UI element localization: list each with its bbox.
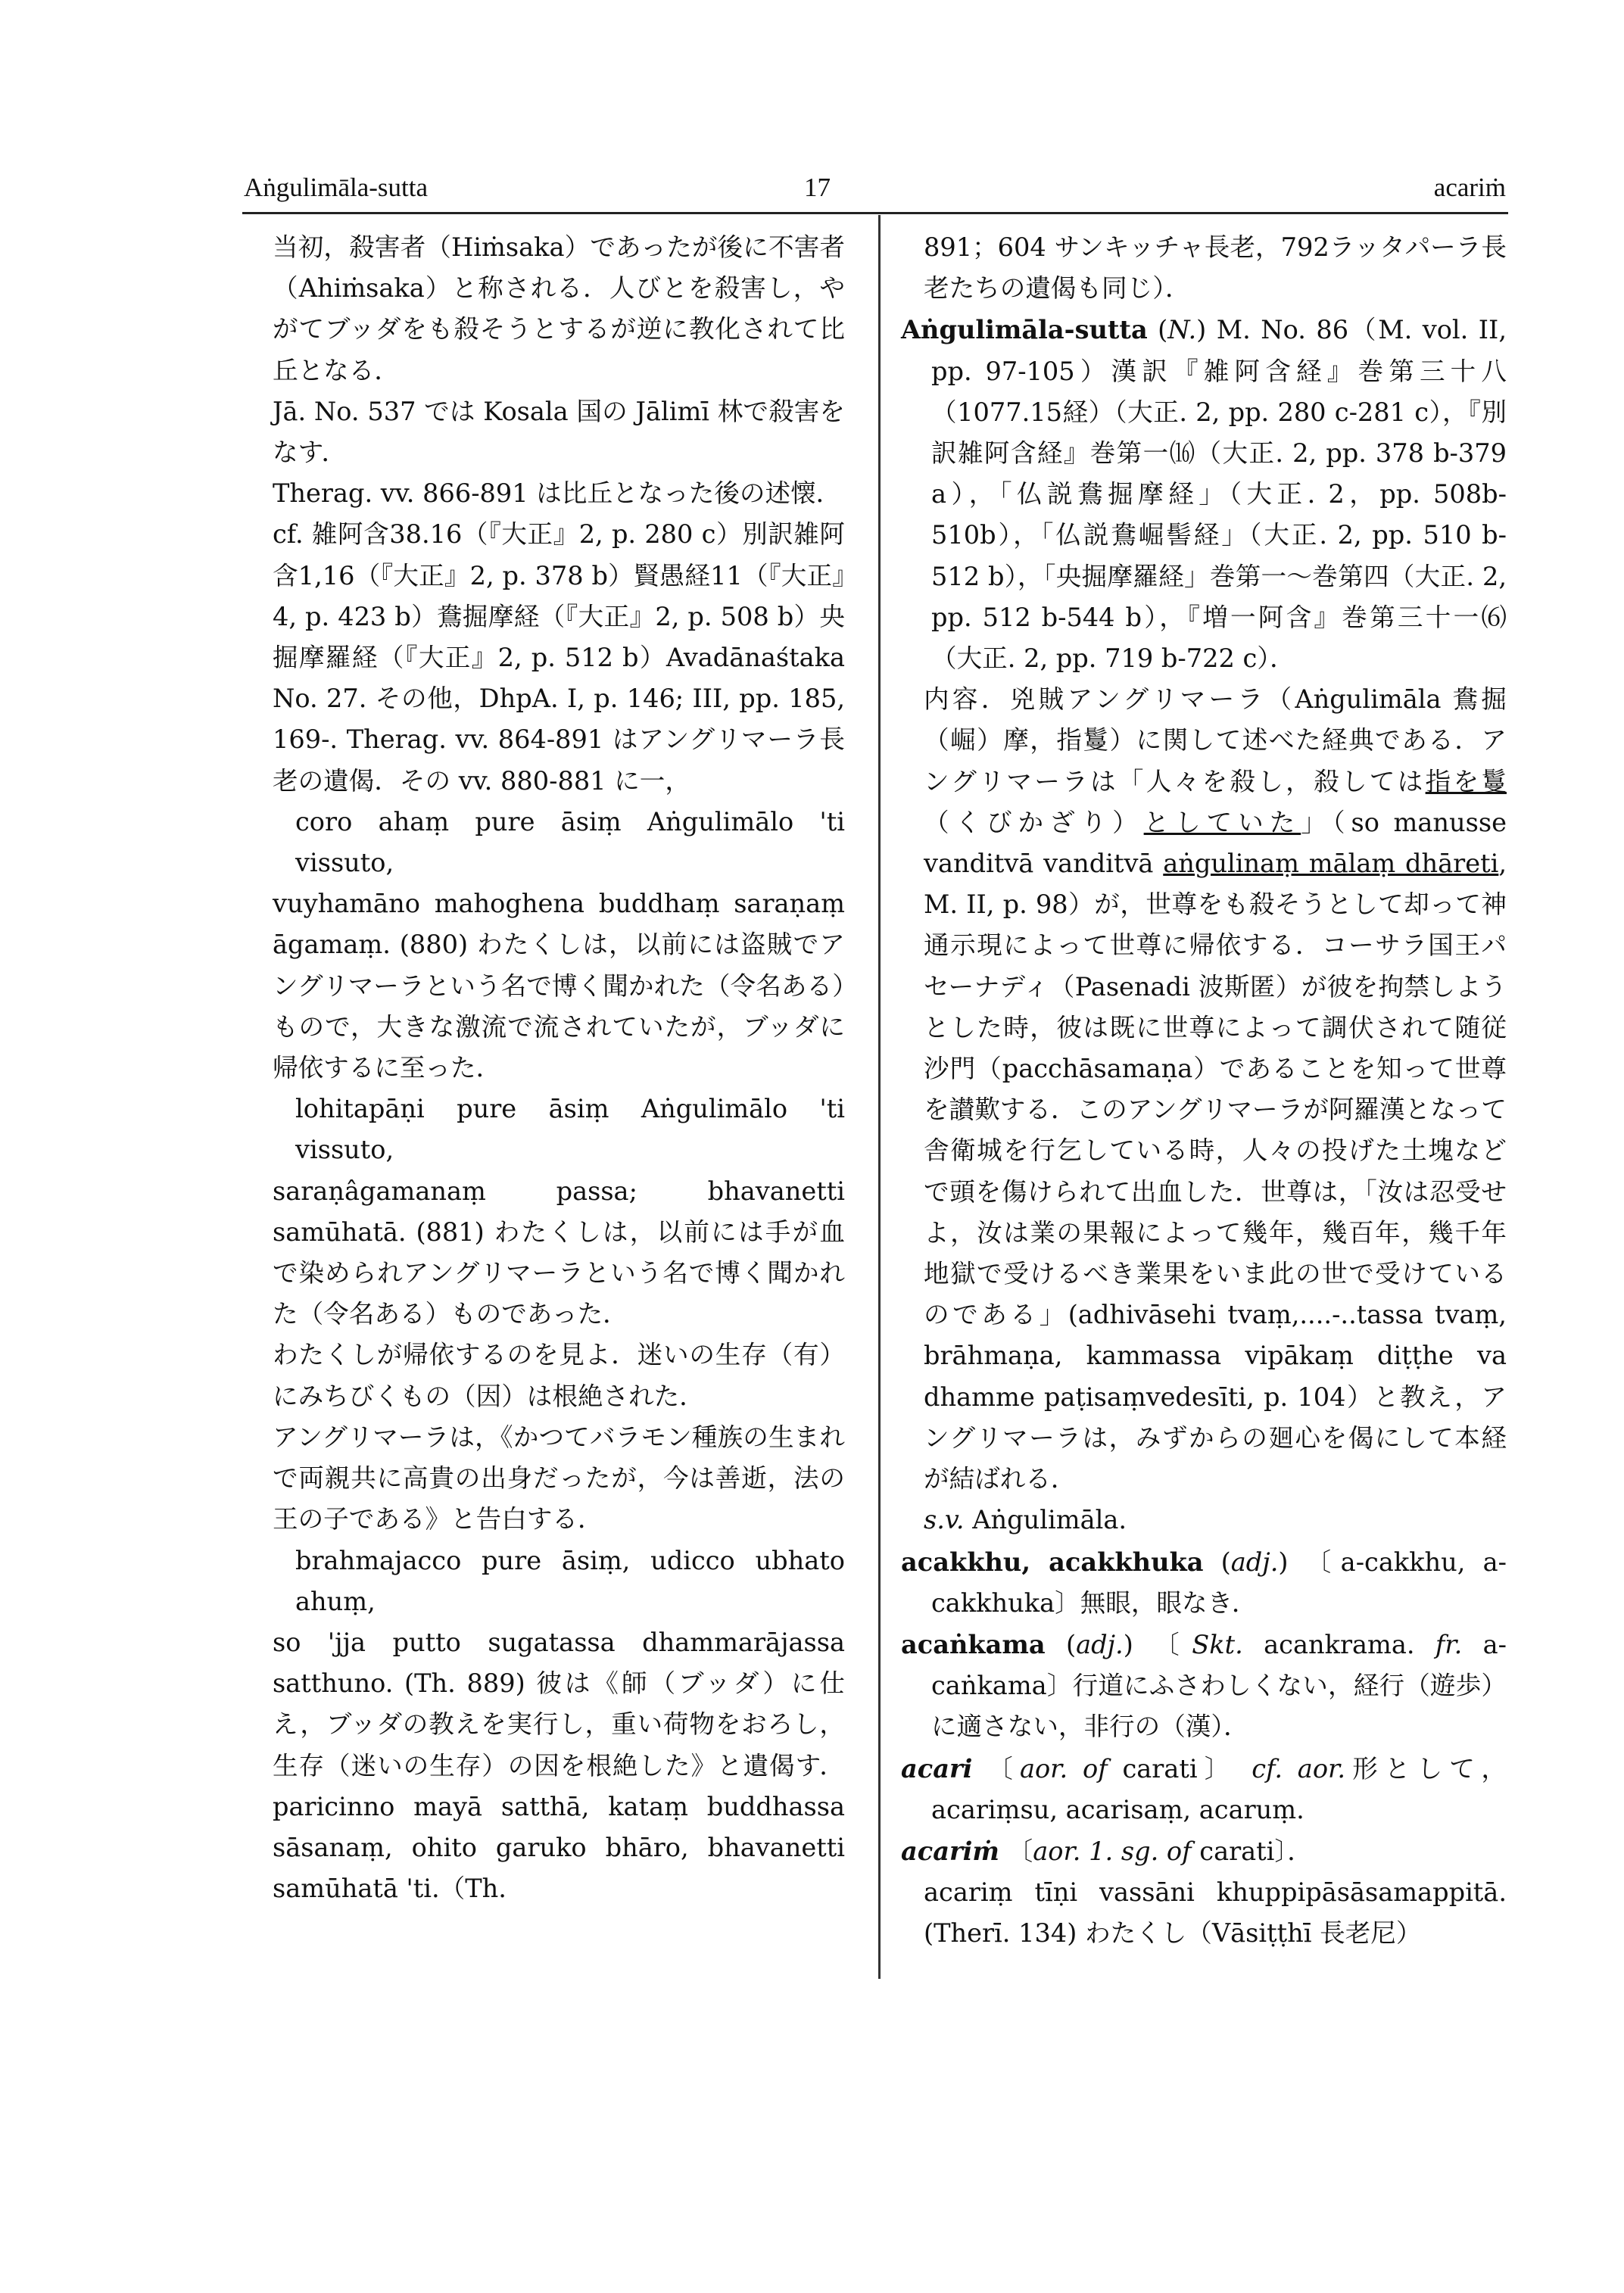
see-also [901, 1500, 1507, 1541]
content-text: , M. II, p. 98）が，世尊をも殺そうとして却って神通示現によって世尊に帰依する．コーサラ国王パセーナディ（Pasenadi 波斯匿）が彼を拘禁しようとした時，彼は既に世尊によって調伏されて随従沙門（pacchāsamaṇa）であることを知って世尊を讃歎する．このアングリマーラが阿羅漢となって舎衛城を行乞している時，人々の投げた土塊などで頭を傷けられて出血した．世尊は，「汝は忍受せよ，汝は業の果報によって幾年，幾百年，幾千年地獄で受けるべき業果をいま此の世で受けているのである」(adhivāsehi tvaṃ,....-..tassa tvaṃ, brāhmaṇa, kammassa vipākaṃ diṭṭhe va dhamme paṭisaṃvedesīti, p. 104）と教え，アングリマーラは，みずからの廻心を偈にして本経が結ばれる． [924, 849, 1507, 1494]
skt-word: acankrama. [1264, 1629, 1415, 1659]
paragraph: Therag. vv. 866-891 は比丘となった後の述懐． [273, 478, 842, 509]
entry-body: acariṃ tīṇi vassāni khuppipāsāsamappitā. (Therī. 134) わたくし（Vāsiṭṭhī 長老尼） [924, 1877, 1507, 1949]
headword: Aṅgulimāla-sutta [901, 314, 1148, 345]
paragraph: 当初，殺害者（Hiṁsaka）であったが後に不害者（Ahiṁsaka）と称される．人びとを殺害し，やがてブッダをも殺そうとするが逆に教化されて比丘となる． [273, 232, 845, 385]
entry-body: a-caṅkama〕行道にふさわしくない，経行（遊歩）に適さない，非行の（漢）． [931, 1629, 1507, 1742]
right-column [901, 227, 1507, 1955]
column-divider [878, 215, 881, 1979]
pali-verse: coro ahaṃ pure āsiṃ Aṅgulimālo 'ti vissuto, [295, 806, 845, 878]
entry-body: 〔a-cakkhu, a-cakkhuka〕無眼，眼なき． [931, 1547, 1507, 1618]
entry-angulimala-sutta: Aṅgulimāla-sutta (N.) M. No. 86（M. vol. II, pp. 97-105）漢訳『雑阿含経』巻第三十八（1077.15経）（大正. 2, pp. 280 c-281 c），『別訳雑阿含経』巻第一⒃（大正. 2, pp. 378 b-379 a），「仏説鴦掘摩経」（大正. 2，pp. 508b-510b），「仏説鴦崛髻経」（大正. 2, pp. 510 b-512 b），「央掘摩羅経」巻第一～巻第四（大正. 2, pp. 512 b-544 b），『増一阿含』巻第三十一⑹（大正. 2, pp. 719 b-722 c）． [901, 314, 1507, 674]
header-right-entry: acariṁ [1433, 173, 1506, 202]
grammar-note: aor. 1. sg. of [1033, 1836, 1192, 1866]
content-text: （くびかざり） [924, 807, 1144, 837]
entry-acankama: acaṅkama (adj.) 〔Skt. acankrama. fr. a-caṅkama〕行道にふさわしくない，経行（遊歩）に適さない，非行の（漢）． [901, 1628, 1507, 1742]
entry-acakkhu: acakkhu, acakkhuka (adj.) 〔a-cakkhu, a-cakkhuka〕無眼，眼なき． [901, 1546, 1507, 1618]
paragraph: so 'jja putto sugatassa dhammarājassa satthuno. (Th. 889) 彼は《師（ブッダ）に仕え，ブッダの教えを実行し，重い荷物をおろし，生存（迷いの生存）の因を根絶した》と遺偈す．paricinno mayā satthā, kataṃ buddhassa sāsanaṃ, ohito garuko bhāro, bhavanetti samūhatā 'ti.（Th. [273, 1627, 845, 1904]
paragraph: アングリマーラは，《かつてバラモン種族の生まれで両親共に高貴の出身だったが，今は善逝，法の王の子である》と告白する． [273, 1422, 845, 1534]
page-number: 17 [804, 173, 831, 202]
grammar-abbr: N. [1167, 315, 1197, 345]
content-text: 」（so manusse vanditvā vanditvā [924, 807, 1507, 879]
sv-label: s.v. [924, 1505, 965, 1535]
headword: acari [901, 1752, 973, 1784]
grammar-abbr: adj. [1076, 1629, 1124, 1659]
pali-verse: lohitapāṇi pure āsiṃ Aṅgulimālo 'ti vissuto, [295, 1094, 845, 1165]
headword: acakkhu, acakkhuka [901, 1546, 1204, 1577]
paragraph: Jā. No. 537 では Kosala 国の Jālimī 林で殺害をなす． [273, 396, 845, 468]
underlined-text: としていた [1143, 807, 1301, 837]
paragraph: saraṇâgamanaṃ passa; bhavanetti samūhatā. (881) わたくしは，以前には手が血で染められアングリマーラという名で博く聞かれた（令名ある）ものであった． [273, 1176, 845, 1329]
pali-verse: brahmajacco pure āsiṃ, udicco ubhato ahuṃ, [295, 1545, 845, 1616]
entry-body: M. No. 86（M. vol. II, pp. 97-105）漢訳『雑阿含経』巻第三十八（1077.15経）（大正. 2, pp. 280 c-281 c），『別訳雑阿含経』巻第一⒃（大正. 2, pp. 378 b-379 a），「仏説鴦掘摩経」（大正. 2，pp. 508b-510b），「仏説鴦崛髻経」（大正. 2, pp. 510 b-512 b），「央掘摩羅経」巻第一～巻第四（大正. 2, pp. 512 b-544 b），『増一阿含』巻第三十一⑹（大正. 2, pp. 719 b-722 c）． [931, 315, 1507, 674]
entry-content-paragraph [901, 679, 1507, 1500]
fr-label: fr. [1435, 1629, 1463, 1659]
paragraph: vuyhamāno mahoghena buddhaṃ saraṇaṃ āgamaṃ. (880) わたくしは，以前には盗賊でアングリマーラという名で博く聞かれた（令名ある）もので，大きな激流で流されていたが，ブッダに帰依するに至った． [273, 889, 845, 1083]
grammar-note: aor. of [1019, 1753, 1108, 1784]
sv-target: Aṅgulimāla. [972, 1505, 1127, 1535]
skt-label: Skt. [1192, 1629, 1243, 1659]
cf-label: cf. aor. [1252, 1753, 1346, 1784]
paragraph: わたくしが帰依するのを見よ．迷いの生存（有）にみちびくもの（因）は根絶された． [273, 1340, 845, 1411]
verb-root: carati [1122, 1753, 1198, 1784]
headword: acaṅkama [901, 1628, 1046, 1659]
page-header [0, 173, 1624, 210]
grammar-abbr: adj. [1230, 1547, 1279, 1577]
continuation-text: 891；604 サンキッチャ長老，792ラッタパーラ長老たちの遺偈も同じ）． [924, 232, 1507, 304]
underlined-text: aṅgulinaṃ mālaṃ dhāreti [1163, 849, 1499, 879]
verb-root: carati [1199, 1836, 1275, 1866]
underlined-text: 指を鬘 [1425, 766, 1507, 796]
headword: acariṁ [901, 1835, 999, 1866]
left-column [273, 227, 845, 1909]
header-rule [242, 212, 1508, 214]
paragraph: cf. 雑阿含38.16（『大正』2, p. 280 c）別訳雑阿含1,16（『大正』2, p. 378 b）賢愚経11（『大正』4, p. 423 b）鴦掘摩経（『大正』2, p. 508 b）央掘摩羅経（『大正』2, p. 512 b）Avadānaśtaka No. 27. その他，DhpA. I, p. 146; III, pp. 185, 169-. Therag. vv. 864-891 はアングリマーラ長老の遺偈．その vv. 880-881 に一， [273, 519, 845, 796]
entry-acarim: acariṁ 〔aor. 1. sg. of carati〕． [901, 1835, 1313, 1866]
content-text: 内容．兇賊アングリマーラ（Aṅgulimāla 鴦掘（崛）摩，指鬘）に関して述べた経典である．アングリマーラは「人々を殺し，殺しては [924, 684, 1507, 796]
entry-body: 形として，acariṃsu, acarisaṃ, acaruṃ. [931, 1753, 1507, 1824]
entry-acari: acari 〔aor. of carati〕 cf. aor.形として，acariṃsu, acarisaṃ, acaruṃ. [901, 1752, 1507, 1824]
header-left-entry: Aṅgulimāla-sutta [244, 173, 429, 202]
